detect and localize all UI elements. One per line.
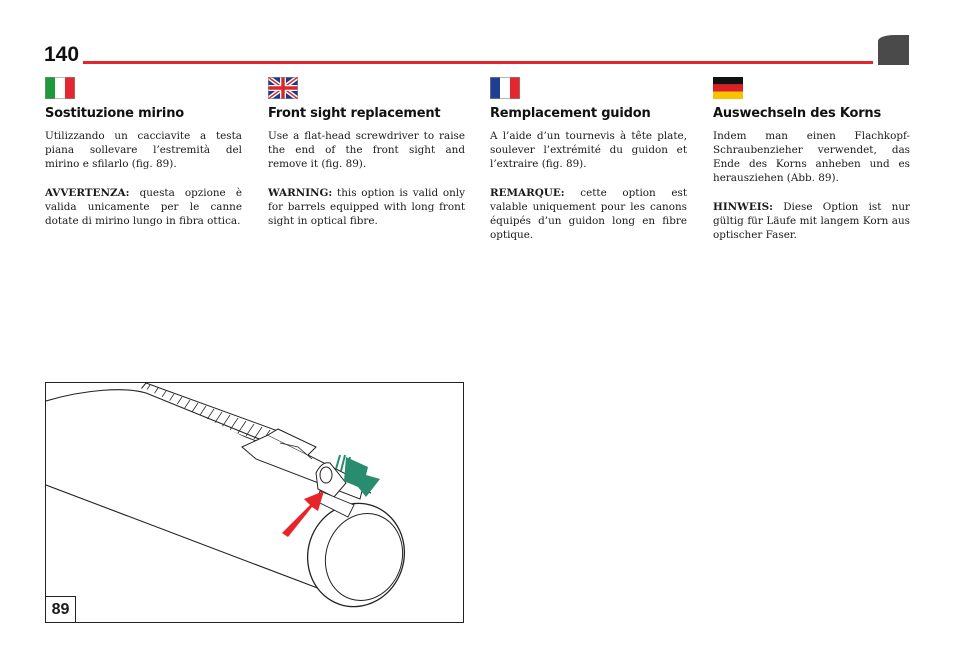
column-german — [713, 77, 910, 242]
note-label: AVVERTENZA: — [45, 187, 130, 199]
section-heading: Front sight replacement — [268, 106, 441, 121]
figure-number-label: 89 — [45, 596, 76, 623]
note-label: HINWEIS: — [713, 201, 773, 213]
section-note — [490, 186, 687, 242]
barrel-illustration — [46, 383, 464, 623]
corner-tab — [878, 35, 909, 65]
section-body: Indem man einen Flachkopf-Schraubenzieher verwendet, das Ende des Korns anheben und es herausziehen (Abb. 89). — [713, 130, 910, 184]
note-text: questa opzione è valida unicamente per le canne dotate di mirino lungo in fibra ottica. — [45, 187, 242, 227]
section-body: Use a flat-head screwdriver to raise the end of the front sight and remove it (fig. 89). — [268, 130, 465, 170]
section-heading: Sostituzione mirino — [45, 106, 184, 121]
figure-89 — [45, 382, 464, 623]
column-french — [490, 77, 687, 242]
note-text: cette option est valable uniquement pour les canons équipés d’un guidon long en fibre optique. — [490, 187, 687, 241]
note-label: REMARQUE: — [490, 187, 565, 199]
section-heading: Auswechseln des Korns — [713, 106, 881, 121]
italy-flag-icon — [45, 77, 75, 99]
uk-flag-icon — [268, 77, 298, 99]
note-label: WARNING: — [268, 187, 333, 199]
column-english — [268, 77, 465, 228]
section-body: A l’aide d’un tournevis à tête plate, soulever l’extrémité du guidon et l’extraire (fig. 89). — [490, 130, 687, 170]
france-flag-icon — [490, 77, 520, 99]
header-rule — [83, 61, 873, 64]
page-number: 140 — [44, 43, 80, 66]
section-note — [713, 200, 910, 242]
section-note — [45, 186, 242, 228]
column-italian — [45, 77, 242, 228]
section-heading: Remplacement guidon — [490, 106, 651, 121]
note-text: this option is valid only for barrels equipped with long front sight in optical fibre. — [268, 187, 465, 227]
germany-flag-icon — [713, 77, 743, 99]
section-body: Utilizzando un cacciavite a testa piana sollevare l’estremità del mirino e sfilarlo (fig. 89). — [45, 130, 242, 170]
note-text: Diese Option ist nur gültig für Läufe mit langem Korn aus optischer Faser. — [713, 201, 910, 241]
section-note — [268, 186, 465, 228]
